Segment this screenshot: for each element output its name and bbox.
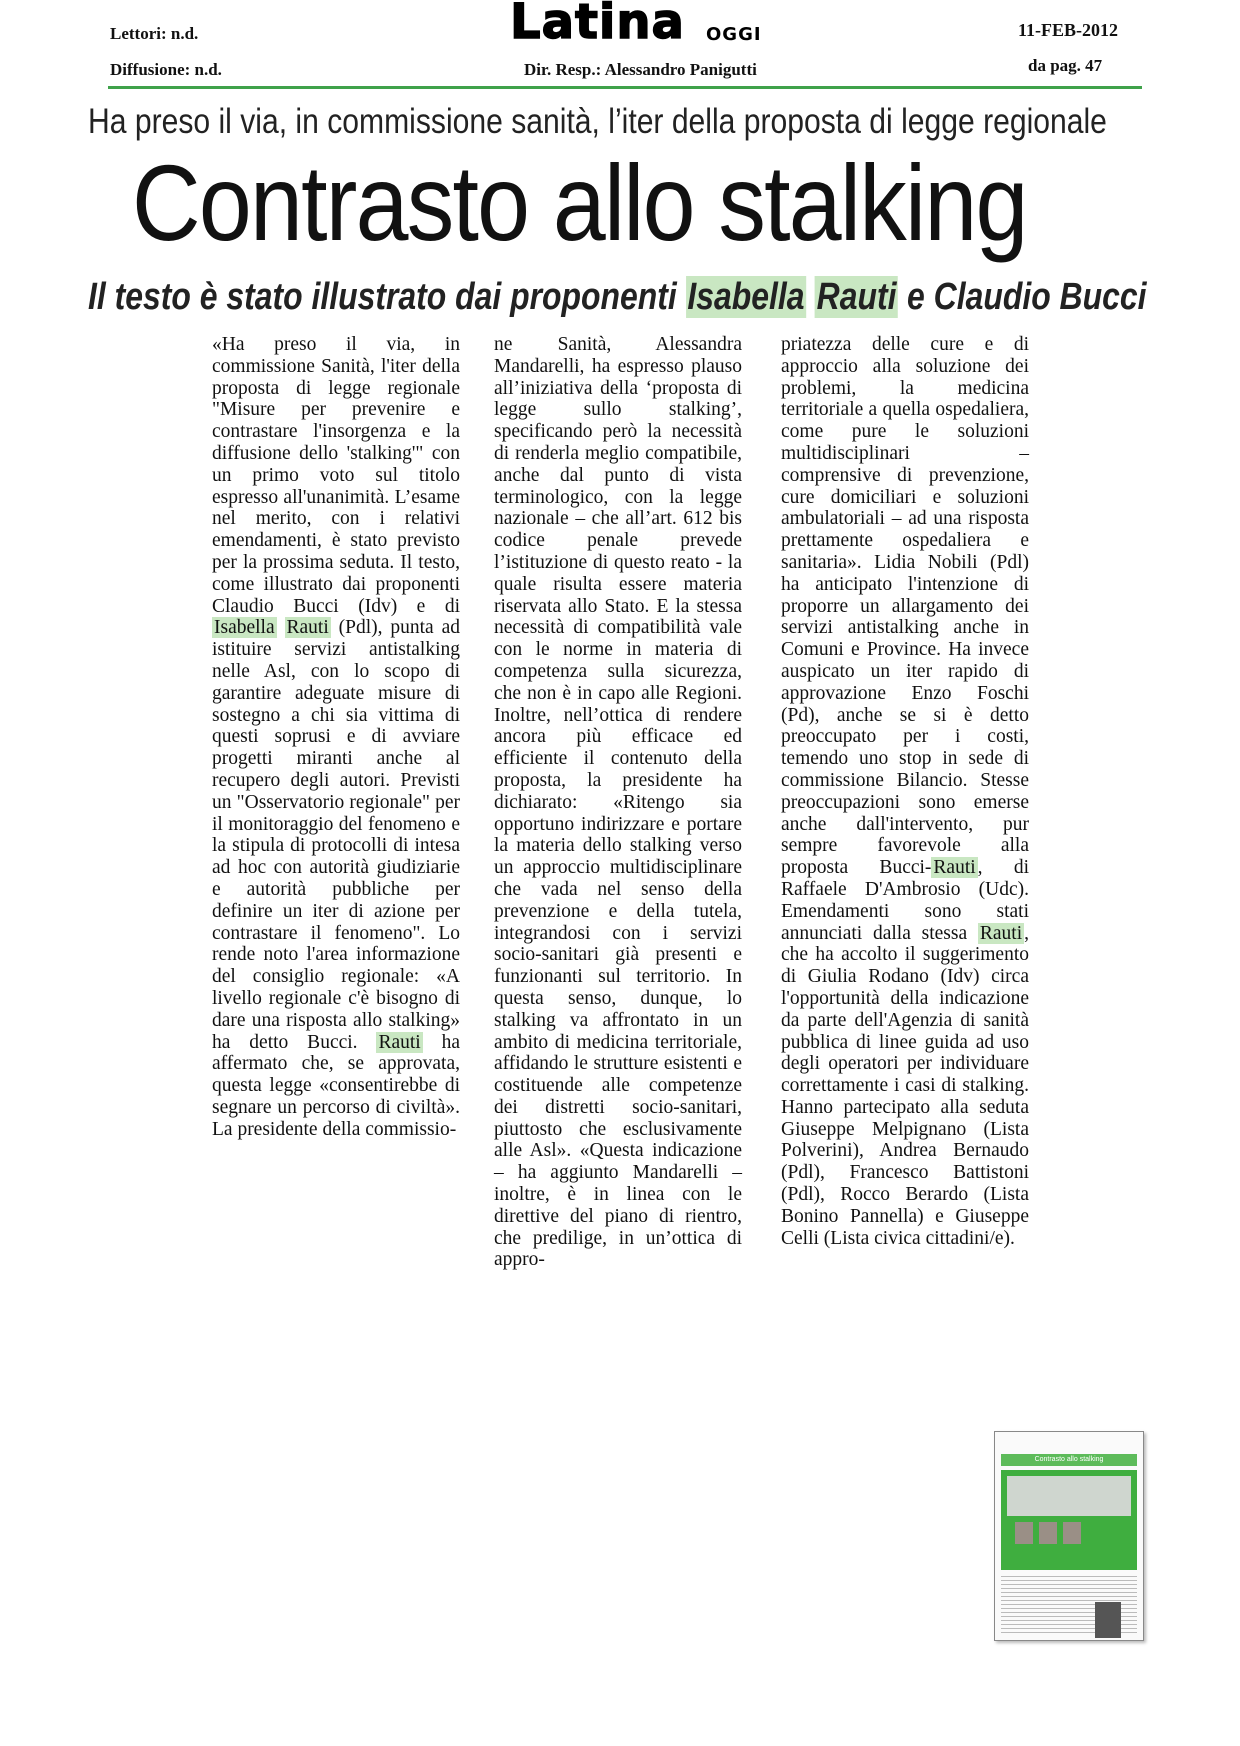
article-column-2: ne Sanità, Alessandra Mandarelli, ha espresso plauso all’iniziativa della ‘proposta di legge sullo stalking’, specificando però la necessità di renderla meglio compatibile, anche dal punto di vista terminologico, con la legge nazionale – che all’art. 612 bis codice penale prevede l’istituzione di questo reato - la quale risulta essere materia riservata allo Stato. E la stessa necessità di compatibilità vale con le norme in materia di competenza sulla sicurezza, che non è in capo alle Regioni. Inoltre, nell’ottica di rendere ancora più efficace ed efficiente il contenuto della proposta, la presidente ha dichiarato: «Ritengo sia opportuno indirizzare e portare la materia dello stalking verso un approccio multidisciplinare che vada nel senso della prevenzione e della tutela, integrandosi con i servizi socio-sanitari già presenti e funzionanti sul territorio. In questa senso, dunque, lo stalking va affrontato in un ambito di medicina territoriale, affidando le strutture esistenti e costituende alle competenze dei distretti socio-sanitari, piuttosto che esclusivamente alle Asl». «Questa indicazione – ha aggiunto Mandarelli – inoltre, è in linea con le direttive del piano di rientro, che predilige, in un’ottica di appro- <box>494 334 742 1271</box>
article-column-3 <box>781 334 1029 1249</box>
masthead-logo <box>510 2 790 52</box>
subhead-text: Il testo è stato illustrato dai proponenti <box>88 276 686 318</box>
col1-text-b: (Pdl), punta ad istituire servizi antistalking nelle Asl, con lo scopo di garantire adeguate misure di sostegno a chi sia vittima di questi soprusi e di avviare progetti miranti anche al recupero degli autori. Previsti un "Osservatorio regionale" per il monitoraggio del fenomeno e la stipula di protocolli di intesa ad hoc con autorità giudiziarie e autorità pubbliche per definire un iter di azione per contrastare il fenomeno". Lo rende noto l'area informazione del consiglio regionale: «A livello regionale c'è bisogno di dare una risposta allo stalking» ha detto Bucci. <box>212 617 460 1053</box>
thumbnail-portrait <box>1015 1522 1033 1544</box>
col1-highlight-2: Rauti <box>286 617 329 639</box>
masthead-sub: OGGI <box>706 24 762 45</box>
col1-highlight-1: Isabella <box>214 617 275 639</box>
col3-text-a: priatezza delle cure e di approccio alla soluzione dei problemi, la medicina territoriale a quella ospedaliera, come pure le soluzioni multidisciplinari – comprensive di prevenzione, cure domiciliari e soluzioni ambulatoriali – ad una risposta prettamente ospedaliera e sanitaria». Lidia Nobili (Pdl) ha anticipato l'intenzione di proporre un allargamento dei servizi antistalking anche in Comuni e Province. Ha invece auspicato un iter rapido di approvazione Enzo Foschi (Pd), anche se si è detto preoccupato per i costi, temendo uno stop in sede di commissione Bilancio. Stesse preoccupazioni sono emerse anche dall'intervento, pur sempre favorevole alla proposta Bucci- <box>781 334 1029 879</box>
article-kicker: Ha preso il via, in commissione sanità, l’iter della proposta di legge regionale <box>88 102 1107 141</box>
readers-label: Lettori: n.d. <box>110 24 199 43</box>
thumbnail-portrait <box>1039 1522 1057 1544</box>
masthead-name: Latina <box>510 0 685 50</box>
thumbnail-title: Contrasto allo stalking <box>1001 1454 1137 1466</box>
article-column-1 <box>212 334 460 1140</box>
col3-highlight-2: Rauti <box>979 922 1023 944</box>
director-label: Dir. Resp.: Alessandro Panigutti <box>524 60 757 79</box>
col3-text-b: , di Raffaele D'Ambrosio (Udc). Emendamenti sono stati annunciati dalla stessa <box>781 857 1029 944</box>
header-divider <box>108 86 1142 89</box>
page-ref-label: da pag. 47 <box>1028 56 1103 75</box>
subhead-highlight-surname: Rauti <box>816 276 897 318</box>
thumbnail-portrait <box>1063 1522 1081 1544</box>
col3-highlight-1: Rauti <box>933 857 976 879</box>
subhead-highlight-name: Isabella <box>687 276 805 318</box>
thumbnail-building-image <box>1007 1476 1131 1516</box>
subhead-text-end: e Claudio Bucci <box>898 276 1147 318</box>
col1-text-a: «Ha preso il via, in commissione Sanità, l'iter della proposta di legge regionale "Misure per prevenire e contrastare l'insorgenza e la diffusione dello 'stalking'" con un primo voto sul titolo espresso all'unanimità. L’esame nel merito, con i relativi emendamenti, è stato previsto per la prossima seduta. Il testo, come illustrato dai proponenti Claudio Bucci (Idv) e di <box>212 334 460 617</box>
page-thumbnail <box>994 1431 1144 1641</box>
article-subhead <box>88 276 1146 319</box>
col1-highlight-3: Rauti <box>378 1031 421 1053</box>
date-label: 11-FEB-2012 <box>1018 20 1119 40</box>
article-headline: Contrasto allo stalking <box>132 142 1027 263</box>
circulation-label: Diffusione: n.d. <box>110 60 222 79</box>
col3-text-c: , che ha accolto il suggerimento di Giulia Rodano (Idv) circa l'opportunità della indicazione da parte dell'Agenzia di sanità pubblica di linee guida ad uso degli operatori per individuare correttamente i casi di stalking. Hanno partecipato alla seduta Giuseppe Melpignano (Lista Polverini), Andrea Bernaudo (Pdl), Francesco Battistoni (Pdl), Rocco Berardo (Lista Bonino Pannella) e Giuseppe Celli (Lista civica cittadini/e). <box>781 922 1029 1249</box>
col1-text-c: ha affermato che, se approvata, questa legge «consentirebbe di segnare un percorso di civiltà». La presidente della commissio- <box>212 1031 461 1140</box>
thumbnail-man-photo <box>1095 1602 1121 1638</box>
